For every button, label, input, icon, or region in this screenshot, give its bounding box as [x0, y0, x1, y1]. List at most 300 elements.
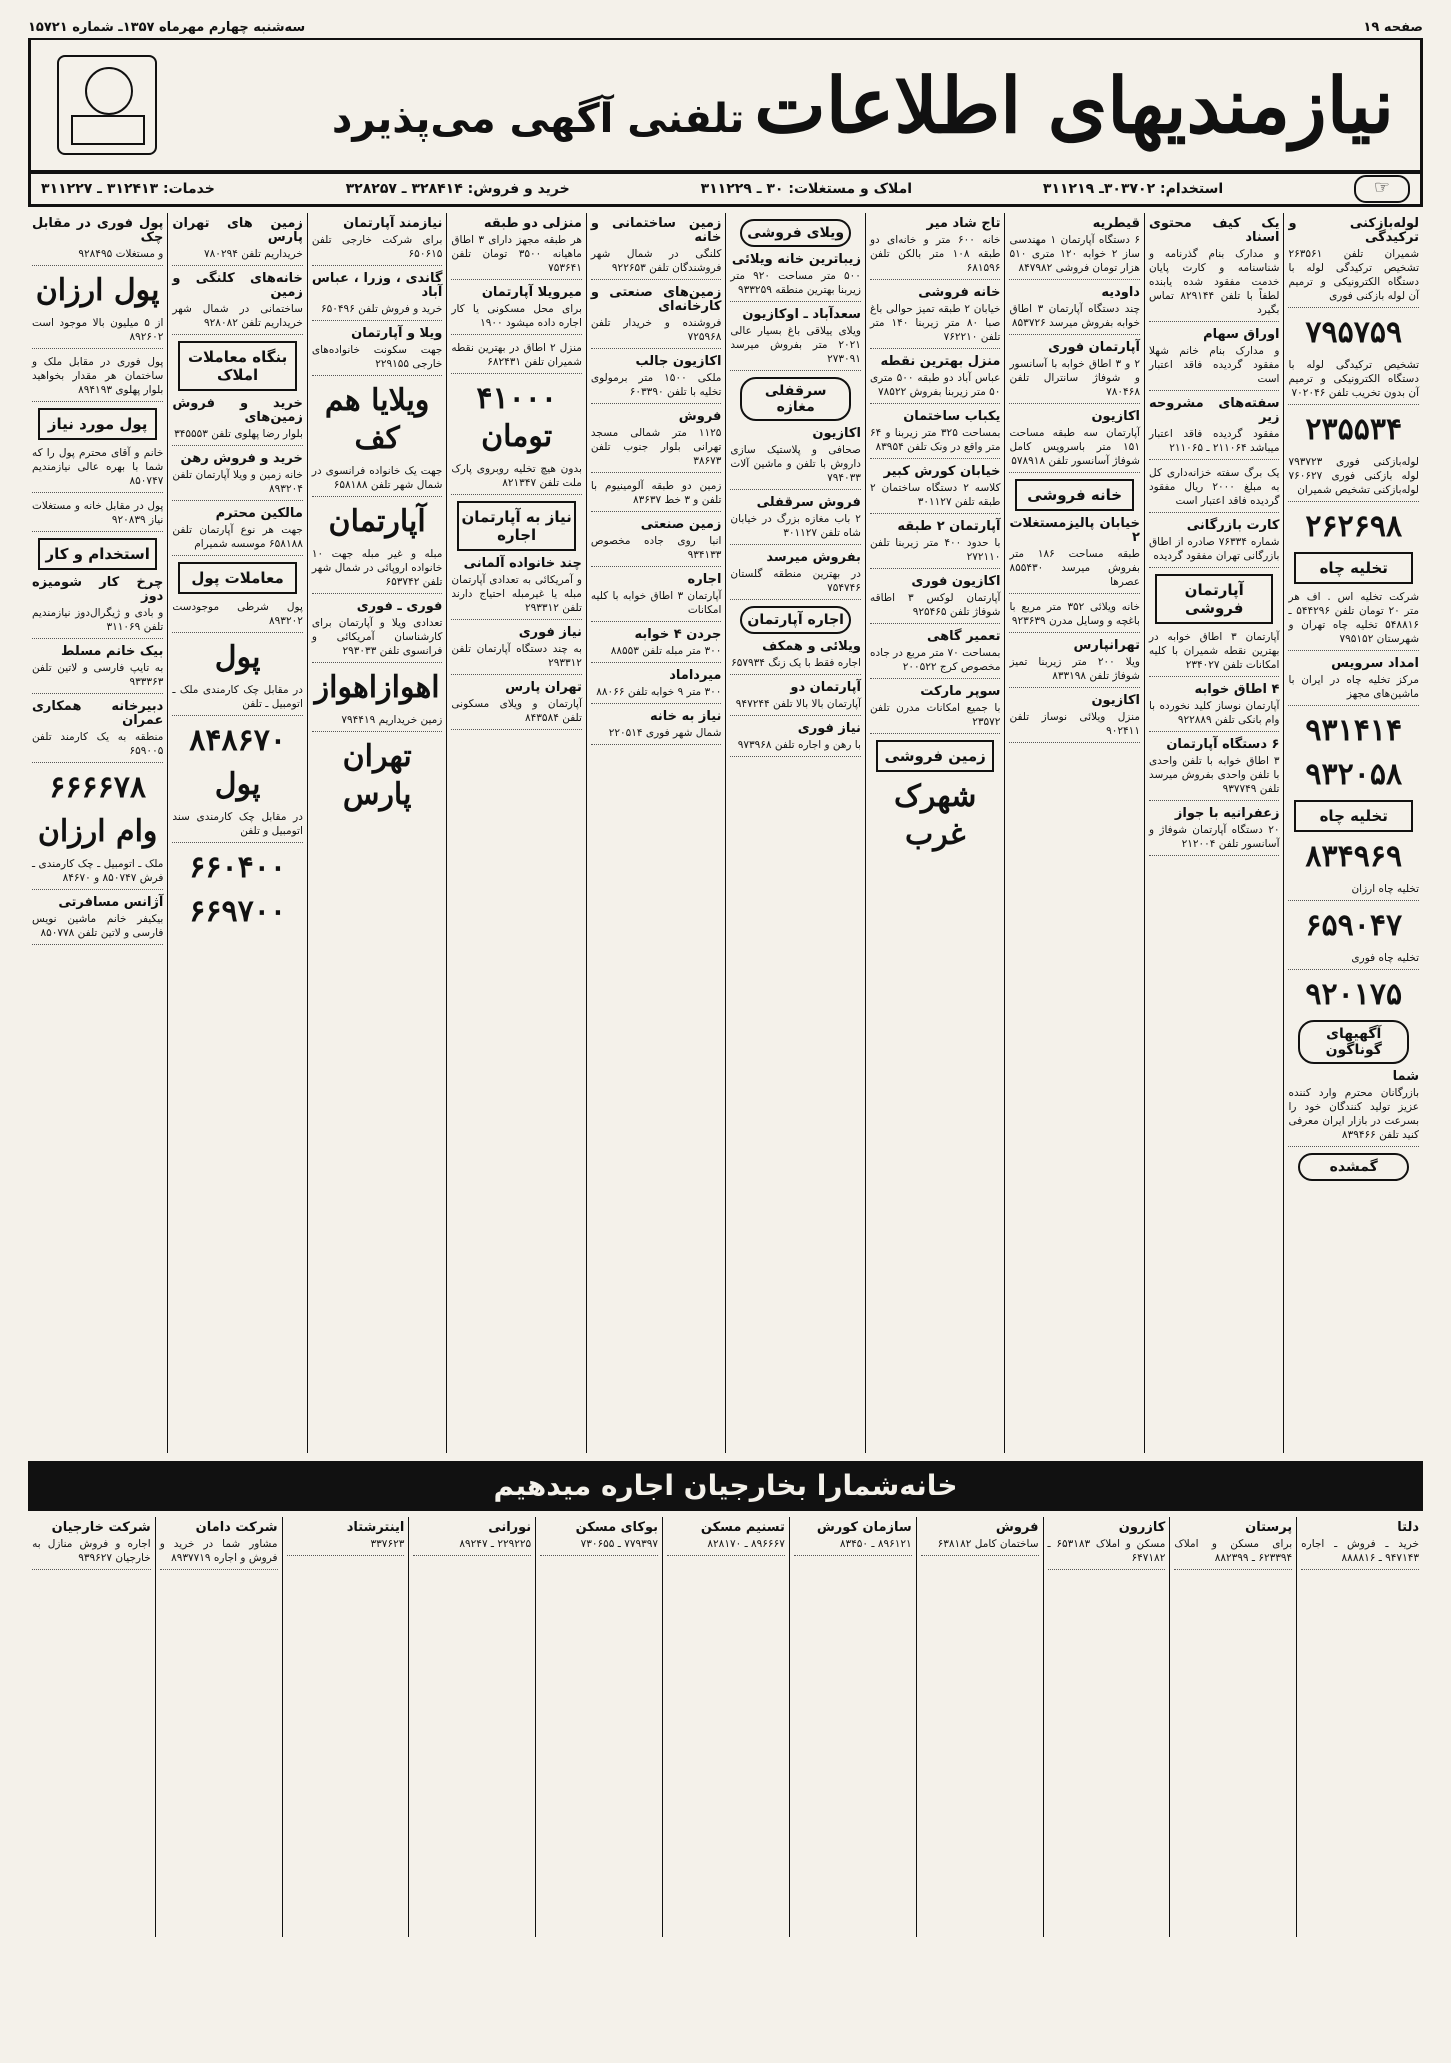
ad-body: آپارتمان ۳ اطاق خوابه با کلیه امکانات — [590, 590, 722, 616]
classified-ad — [870, 217, 1001, 280]
ad-body: به چند دستگاه آپارتمان تلفن ۲۹۳۳۱۲ — [451, 643, 582, 669]
classified-ad — [312, 217, 443, 266]
top-line — [28, 16, 1423, 40]
classified-ad — [730, 640, 861, 675]
classified-ad — [870, 355, 1001, 404]
section-heading-box: آپارتمان فروشی — [1155, 574, 1274, 624]
classified-ad — [32, 1521, 151, 1570]
agency-name: دلتا — [1397, 1520, 1419, 1535]
classified-ad — [870, 465, 1001, 514]
ad-body: برای شرکت خارجی تلفن ۶۵۰۶۱۵ — [311, 234, 443, 260]
classified-ad — [1009, 341, 1140, 404]
phone-services: خدمات: ۳۱۲۴۱۳ ـ ۳۱۱۲۲۷ — [41, 181, 215, 197]
ad-column — [446, 213, 586, 1453]
classified-ad — [730, 308, 861, 371]
classified-ad — [591, 479, 722, 512]
ad-body: خانم و آقای محترم پول را که شما با بهره عالی نیازمندیم ۸۵۰۷۴۷ — [31, 447, 164, 487]
agency-body: ساختمان کامل ۶۳۸۱۸۲ — [937, 1538, 1039, 1550]
ad-heading: سعدآباد ـ اوکازیون — [742, 307, 861, 322]
classified-ad — [540, 1521, 658, 1556]
ad-body: آپارتمان نوساز کلید نخورده با وام بانکی تلفن ۹۲۲۸۸۹ — [1148, 700, 1280, 726]
section-heading-box: پول مورد نیاز — [38, 408, 157, 440]
agency-name: شرکت دامان — [195, 1520, 278, 1535]
ad-display-number: ۸۳۴۹۶۹ — [1305, 839, 1403, 874]
classified-ad — [1301, 1521, 1419, 1570]
ad-column — [1004, 213, 1144, 1453]
ad-body: خانه ۶۰۰ متر و خانه‌ای دو طبقه ۱۰۸ متر بالکن تلفن ۶۸۱۵۹۶ — [869, 234, 1001, 274]
classified-ad — [1009, 517, 1140, 594]
ad-body: در بهترین منطقه گلستان ۷۵۴۷۴۶ — [730, 568, 861, 594]
ad-body: مبله و غیر مبله جهت ۱۰ خانواده اروپائی در شمال شهر تلفن ۶۵۳۷۴۲ — [311, 548, 443, 588]
ad-body: منزل ویلائی نوساز تلفن ۹۰۲۴۱۱ — [1009, 711, 1140, 737]
classified-ad — [870, 630, 1001, 679]
classified-ad — [172, 600, 303, 633]
ad-display-number: اهوازاهواز — [314, 670, 440, 705]
classified-ad — [172, 397, 303, 446]
ad-body: ساختمانی در شمال شهر خریداریم تلفن ۹۲۸۰۸۲ — [172, 303, 303, 329]
ad-column — [1283, 213, 1423, 1453]
ad-body: و مدارک بنام خانم شهلا مفقود گردیده فاقد اعتبار است — [1148, 345, 1280, 385]
ad-display-number: آپارتمان — [328, 504, 426, 539]
ad-heading: خانه فروشی — [918, 285, 1001, 300]
ad-heading: کارت بازرگانی — [1186, 518, 1280, 533]
ad-heading: خانه‌های کلنگی و زمین — [172, 271, 303, 300]
section-heading-box: تخلیه چاه — [1294, 800, 1413, 832]
ad-body: خانه ویلائی ۳۵۲ متر مربع با باغچه و وسایل مدرن ۹۲۳۶۳۹ — [1009, 601, 1140, 627]
classified-ad — [32, 316, 163, 349]
classified-ad — [451, 217, 582, 280]
classified-ad — [730, 681, 861, 716]
agency-body: مسکن و املاک ۶۵۳۱۸۳ ـ ۶۴۷۱۸۲ — [1047, 1538, 1166, 1564]
ad-heading: دبیرخانه همکاری عمران — [31, 699, 164, 728]
ad-body: یک برگ سفته خزانه‌داری کل به مبلغ ۲۰۰۰ ریال مفقود گردیده فاقد اعتبار است — [1148, 467, 1280, 507]
classified-ad — [870, 575, 1001, 624]
ad-display-number: ۹۳۲۰۵۸ — [1305, 757, 1403, 792]
ad-column — [28, 213, 167, 1453]
agency-name: فروش — [995, 1520, 1039, 1535]
agency-name: اینترشتاد — [346, 1520, 405, 1535]
ad-body: تعدادی ویلا و آپارتمان برای کارشناسان آمریکائی و فرانسوی تلفن ۲۹۳۰۳۳ — [311, 617, 443, 657]
ad-display-number: ۶۶۹۷۰۰ — [189, 894, 286, 929]
classified-ad — [1009, 639, 1140, 688]
ad-display-number: پول — [214, 640, 261, 675]
ad-body: ۲۰ دستگاه آپارتمان شوفاژ و آسانسور تلفن ۲۱۲۰۰۴ — [1148, 824, 1280, 850]
ad-body: لوله‌بازکنی فوری ۷۹۳۷۲۳ لوله بازکنی فوری ۷۶۰۶۲۷ لوله‌بازکنی تشخیص شمیران — [1288, 456, 1419, 496]
ad-heading: خرید و فروش زمین‌های — [172, 396, 303, 425]
classified-ad — [591, 669, 722, 704]
classified-ad — [667, 1521, 785, 1556]
ad-body: فروشنده و خریدار تلفن ۷۲۵۹۶۸ — [590, 317, 722, 343]
ad-display-number: ۷۹۵۷۵۹ — [1305, 315, 1403, 350]
classified-ad — [312, 327, 443, 376]
ad-body: بمساحت ۷۰ متر مربع در جاده مخصوص کرج ۲۰۰۵۲۲ — [869, 647, 1001, 673]
ad-body: در مقابل چک کارمندی سند اتومبیل و تلفن — [172, 811, 303, 837]
ad-body: و مدارک بنام گذرنامه و شناسنامه و کارت پایان خدمت مفقود شده یابنده لطفاً با تلفن ۸۲۹۱۴۴ تماس بگیرد — [1148, 248, 1280, 316]
ad-body: پول فوری در مقابل ملک و ساختمان هر مقدار بخواهید بلوار پهلوی ۸۹۴۱۹۳ — [31, 356, 164, 396]
ad-heading: نیاز فوری — [797, 721, 861, 736]
ad-display-number: وام ارزان — [37, 814, 158, 849]
agency-body: ۲۲۹۲۲۵ ـ ۸۹۲۴۷ — [459, 1538, 532, 1550]
ad-heading: نیاز به خانه — [650, 709, 722, 724]
classified-ad — [591, 286, 722, 349]
ad-body: آپارتمان لوکس ۳ اطاقه شوفاژ تلفن ۹۲۵۴۶۵ — [869, 592, 1001, 618]
ad-heading: تاج شاد میر — [926, 216, 1001, 231]
classified-ad — [160, 1521, 278, 1570]
issue-line: سه‌شنبه چهارم مهرماه ۱۳۵۷ـ شماره ۱۵۷۲۱ — [28, 19, 306, 35]
classified-ad — [730, 496, 861, 545]
ad-body: عباس آباد دو طبقه ۵۰۰ متری ۵۰ متر زیربنا بفروش ۷۸۵۲۲ — [869, 372, 1001, 398]
ad-body: کلنگی در شمال شهر فروشندگان تلفن ۹۲۲۶۵۳ — [590, 248, 722, 274]
ad-body: ۲ و ۳ اطاق خوابه با آسانسور و شوفاژ سانترال تلفن ۷۸۰۴۶۸ — [1009, 358, 1140, 398]
ad-heading: تهران پارس — [505, 680, 582, 695]
ad-body: جهت هر نوع آپارتمان تلفن ۶۵۸۱۸۸ موسسه شمیرام — [172, 524, 303, 550]
masthead-title: نیازمندیهای اطلاعات — [754, 60, 1394, 150]
ad-heading: فروش — [678, 409, 722, 424]
ad-body: ملکی ۱۵۰۰ متر برمولوی تخلیه با تلفن ۶۰۳۳۹۰ — [590, 372, 722, 398]
section-heading-box: معاملات پول — [178, 562, 297, 594]
classified-ad — [870, 410, 1001, 459]
ad-body: خیابان ۲ طبقه تمیز حوالی باغ صبا ۸۰ متر زیربنا ۱۴۰ متر تلفن ۷۶۲۲۱۰ — [869, 303, 1001, 343]
ad-body: و بادی و ژیگرال‌دوز نیازمندیم تلفن ۳۱۱۰۶۹ — [31, 607, 164, 633]
page-label: صفحه ۱۹ — [1363, 19, 1423, 35]
agency-name: تسنیم مسکن — [700, 1520, 785, 1535]
classified-ad — [32, 645, 163, 694]
ad-body: ۶ دستگاه آپارتمان ۱ مهندسی ساز ۲ خوابه ۱۲۰ متری ۵۱۰ هزار تومان فروشی ۸۴۷۹۸۲ — [1009, 234, 1140, 274]
classified-ad — [312, 272, 443, 321]
agency-body: ۸۹۶۱۲۱ ـ ۸۳۴۵۰ — [839, 1538, 912, 1550]
classified-ad — [1288, 657, 1419, 706]
ad-heading: اکازیون — [1091, 693, 1140, 708]
ad-heading: منزلی دو طبقه — [483, 216, 582, 231]
ad-heading: یکباب ساختمان — [903, 409, 1001, 424]
ad-body: تخلیه چاه فوری — [1351, 952, 1419, 964]
ad-heading: پول فوری در مقابل چک — [31, 216, 164, 245]
ad-heading: ۶ دستگاه آپارتمان — [1166, 737, 1280, 752]
classified-ad — [1288, 590, 1419, 651]
ad-body: ۳ اطاق خوابه با تلفن واحدی با تلفن واحدی بفروش میرسد تلفن ۹۳۷۷۴۹ — [1148, 755, 1280, 795]
agency-ad — [408, 1517, 535, 1937]
agency-name: شرکت خارجیان — [51, 1520, 151, 1535]
classified-ad — [451, 341, 582, 374]
ad-column — [1144, 213, 1284, 1453]
ad-heading: بفروش میرسد — [766, 550, 861, 565]
ad-body: ۵۰۰ متر مساحت ۹۲۰ متر زیربنا بهترین منطقه ۹۳۳۲۵۹ — [730, 270, 861, 296]
classified-ad — [172, 272, 303, 335]
reader-illustration-icon — [57, 55, 157, 155]
section-heading-box: زمین فروشی — [876, 740, 995, 772]
ad-column — [586, 213, 726, 1453]
classified-ad — [730, 427, 861, 490]
ad-body: بازرگانان محترم وارد کننده عزیز تولید کنندگان خود را بسرعت در بازار ایران معرفی کنید تلفن ۸۳۹۴۶۶ — [1288, 1087, 1419, 1141]
section-heading-box: خانه فروشی — [1015, 479, 1134, 511]
ad-body: ۲ باب مغازه بزرگ در خیابان شاه تلفن ۳۰۱۱۲۷ — [730, 513, 861, 539]
ad-heading: چند خانواده آلمانی — [463, 556, 582, 571]
ad-display-number: ۹۳۱۴۱۴ — [1305, 713, 1403, 748]
agency-body: خرید ـ فروش ـ اجاره ۹۴۷۱۴۳ ـ ۸۸۸۸۱۶ — [1301, 1538, 1419, 1564]
ad-heading: زمین ساختمانی و خانه — [590, 216, 722, 245]
classified-ad — [32, 499, 163, 532]
classified-ad — [413, 1521, 531, 1556]
classified-ad — [451, 286, 582, 335]
section-heading-oval: ویلای فروشی — [740, 219, 851, 247]
ad-body: آپارتمان و ویلای مسکونی تلفن ۸۴۳۵۸۴ — [451, 698, 582, 724]
agency-ad — [1043, 1517, 1170, 1937]
section-heading-box: نیاز به آپارتمان اجاره — [457, 501, 576, 551]
ad-columns — [28, 213, 1423, 1453]
ad-body: ملک ـ اتومبیل ـ چک کارمندی ـ فرش ۸۵۰۷۴۷ و ۸۴۶۷۰ — [31, 858, 164, 884]
ad-heading: آژانس مسافرتی — [58, 895, 164, 910]
ad-heading: زمین صنعتی — [640, 517, 722, 532]
ad-heading: فوری ـ فوری — [356, 599, 443, 614]
ad-display-number: ۸۴۸۶۷۰ — [189, 723, 286, 758]
ad-heading: اجاره — [687, 572, 722, 587]
ad-column — [167, 213, 307, 1453]
classified-ad — [1009, 217, 1140, 280]
agency-body: ۳۳۷۶۲۳ — [370, 1538, 405, 1550]
agency-ad — [916, 1517, 1043, 1937]
classified-ad — [1288, 1070, 1419, 1147]
ad-body: برای محل مسکونی یا کار اجاره داده میشود ۱۹۰۰ — [451, 303, 582, 329]
masthead — [28, 40, 1423, 173]
classified-ad — [312, 547, 443, 594]
ad-heading: آپارتمان فوری — [1048, 340, 1140, 355]
masthead-text — [332, 61, 1394, 150]
classified-ad — [730, 253, 861, 302]
agency-ad — [662, 1517, 789, 1937]
classified-ad — [591, 518, 722, 567]
classified-ad — [1288, 951, 1419, 970]
ad-body: انبا روی جاده مخصوص ۹۳۴۱۳۳ — [590, 535, 722, 561]
ad-display-number: پول ارزان — [35, 273, 160, 308]
classified-ad — [591, 628, 722, 663]
classified-ad — [1048, 1521, 1166, 1570]
classified-ad — [32, 700, 163, 763]
classified-ad — [1149, 630, 1280, 677]
ad-heading: شما — [1392, 1069, 1419, 1084]
ad-heading: نیاز فوری — [518, 625, 582, 640]
classified-ad — [1288, 358, 1419, 405]
section-heading-oval: سرقفلی مغازه — [740, 377, 851, 421]
classified-ad — [32, 857, 163, 890]
ad-column — [865, 213, 1005, 1453]
ad-body: منطقه به یک کارمند تلفن ۶۵۹۰۰۵ — [31, 731, 164, 757]
ad-body: شرکت تخلیه اس . اف هر متر ۲۰ تومان تلفن ۵۴۴۲۹۶ ـ ۵۴۸۸۱۶ تخلیه چاه تهران و شهرستان ۷۹۵۱۵۲ — [1288, 591, 1419, 645]
ad-body: ویلای ییلاقی باغ بسیار عالی ۲۰۲۱ متر بفروش میرسد ۲۷۳۰۹۱ — [730, 325, 861, 365]
newspaper-page — [28, 16, 1423, 2016]
ad-body: ۱۱۲۵ متر شمالی مسجد تهرانی بلوار جنوب تلفن ۳۸۶۷۳ — [590, 427, 722, 467]
ad-display-number: ۲۶۲۶۹۸ — [1305, 509, 1403, 544]
masthead-subtitle: تلفنی آگهی می‌پذیرد — [331, 95, 745, 142]
ad-heading: اکازیون فوری — [911, 574, 1001, 589]
ad-body: با جمیع امکانات مدرن تلفن ۲۳۵۷۲ — [869, 702, 1001, 728]
ad-body: خریداریم تلفن ۷۸۰۲۹۴ — [204, 248, 303, 260]
classified-ad — [1149, 328, 1280, 391]
classified-ad — [451, 557, 582, 620]
agency-body: مشاور شما در خرید و فروش و اجاره ۸۹۳۷۷۱۹ — [159, 1538, 278, 1564]
ad-body: هر طبقه مجهز دارای ۳ اطاق ماهیانه ۳۵۰۰ تومان تلفن ۷۵۳۶۴۱ — [451, 234, 582, 274]
classified-ad — [172, 507, 303, 556]
phone-trade: خرید و فروش: ۳۲۸۴۱۴ ـ ۳۲۸۲۵۷ — [345, 181, 570, 197]
classified-ad — [591, 217, 722, 280]
section-heading-oval: گمشده — [1298, 1153, 1409, 1181]
classified-ad — [870, 520, 1001, 569]
ad-body: به تایپ فارسی و لاتین تلفن ۹۳۳۳۶۳ — [31, 662, 164, 688]
ad-display-number: ۶۵۹۰۴۷ — [1305, 908, 1403, 943]
ad-body: و مستغلات ۹۲۸۴۹۵ — [78, 248, 164, 260]
agency-name: سازمان کورش — [816, 1520, 912, 1535]
ad-body: طبقه مساحت ۱۸۶ متر بفروش میرسد ۸۵۵۴۳۰ عصرها — [1009, 548, 1140, 588]
ad-body: آپارتمان سه طبقه مساحت ۱۵۱ متر باسرویس کامل شوفاژ آسانسور تلفن ۵۷۸۹۱۸ — [1009, 427, 1140, 467]
classified-ad — [870, 286, 1001, 349]
agency-name: کازرون — [1118, 1520, 1166, 1535]
classified-ad — [32, 217, 163, 266]
classified-ad — [1149, 683, 1280, 732]
ad-heading: تعمیر گاهی — [926, 629, 1001, 644]
ad-display-number: ۶۶۶۶۷۸ — [49, 770, 146, 805]
ad-body: پول شرطی موجودست ۸۹۳۲۰۲ — [172, 601, 303, 627]
agency-body: برای مسکن و املاک ۶۲۳۳۹۴ ـ ۸۸۲۳۹۹ — [1174, 1538, 1293, 1564]
ad-body: ۳۰۰ متر مبله تلفن ۸۸۵۵۳ — [610, 645, 722, 657]
agency-ad — [1169, 1517, 1296, 1937]
ad-body: بمساحت ۳۲۵ متر زیربنا و ۶۴ متر واقع در ونک تلفن ۸۳۹۵۴ — [869, 427, 1001, 453]
classified-ad — [1009, 286, 1140, 335]
ad-heading: زعفرانیه با جواز — [1174, 806, 1280, 821]
ad-heading: اکازیون — [1091, 409, 1140, 424]
ad-heading: فروش سرقفلی — [756, 495, 861, 510]
ad-heading: خیابان کورش کبیر — [883, 464, 1001, 479]
ad-body: ویلا ۲۰۰ متر زیربنا تمیز شوفاژ تلفن ۸۳۳۱۹۸ — [1009, 656, 1140, 682]
classified-ad — [32, 576, 163, 639]
agency-ad — [155, 1517, 282, 1937]
rental-banner: خانه‌شمارا بخارجیان اجاره میدهیم — [28, 1461, 1423, 1511]
ad-heading: ۴ اطاق خوابه — [1194, 682, 1280, 697]
ad-display-number: تهران پارس — [342, 739, 412, 812]
agency-name: نورانی — [488, 1520, 532, 1535]
phone-bar — [28, 173, 1423, 207]
ad-heading: لوله‌بازکنی و ترکیدگی — [1288, 216, 1419, 245]
section-heading-oval: آگهیهای گوناگون — [1298, 1020, 1409, 1064]
ad-body: با رهن و اجاره تلفن ۹۷۳۹۶۸ — [737, 739, 861, 751]
ad-heading: زمین‌های صنعتی و کارخانه‌ای — [590, 285, 722, 314]
ad-heading: میرداماد — [669, 668, 722, 683]
ad-body: از ۵ میلیون بالا موجود است ۸۹۲۶۰۲ — [31, 317, 164, 343]
ad-heading: بیک خانم مسلط — [60, 644, 164, 659]
ad-body: بیکیفر خانم ماشین نویس فارسی و لاتین تلفن ۸۵۰۷۷۸ — [31, 913, 164, 939]
ad-body: جهت یک خانواده فرانسوی در شمال شهر تلفن ۶۵۸۱۸۸ — [311, 465, 443, 491]
ad-heading: سوپر مارکت — [920, 684, 1001, 699]
classified-ad — [1149, 397, 1280, 460]
ad-body: در مقابل چک کارمندی ملک ـ اتومبیل ـ تلفن — [172, 684, 303, 710]
classified-ad — [287, 1521, 405, 1556]
ad-body: ۳۰۰ متر ۹ خوابه تلفن ۸۸۰۶۶ — [596, 686, 722, 698]
ad-body: با حدود ۴۰۰ متر زیربنا تلفن ۲۷۲۱۱۰ — [869, 537, 1001, 563]
classified-ad — [730, 722, 861, 757]
classified-ad — [1288, 882, 1419, 901]
ad-body: اجاره فقط با یک زنگ ۶۵۷۹۳۴ — [731, 657, 861, 669]
agency-body: اجاره و فروش منازل به خارجیان ۹۳۹۶۲۷ — [32, 1538, 151, 1564]
agency-name: پرستان — [1245, 1520, 1293, 1535]
ad-body: شمال شهر فوری ۲۲۰۵۱۴ — [608, 727, 722, 739]
classified-ad — [794, 1521, 912, 1556]
classified-ad — [591, 355, 722, 404]
pointing-hand-icon: ☞ — [1354, 175, 1410, 203]
ad-heading: اوراق سهام — [1203, 327, 1280, 342]
ad-heading: سفته‌های مشروحه زیر — [1148, 396, 1280, 425]
classified-ad — [32, 446, 163, 493]
ad-body: چند دستگاه آپارتمان ۳ اطاق خوابه بفروش میرسد ۸۵۳۷۲۶ — [1009, 303, 1140, 329]
classified-ad — [1009, 600, 1140, 633]
classified-ad — [1149, 466, 1280, 513]
classified-ad — [730, 551, 861, 600]
classified-ad — [1009, 694, 1140, 743]
ad-heading: ویلائی و همکف — [762, 639, 861, 654]
bottom-ads — [28, 1517, 1423, 1937]
classified-ad — [591, 573, 722, 622]
agency-body: ۸۹۶۶۶۷ ـ ۸۲۸۱۷۰ — [707, 1538, 785, 1550]
classified-ad — [172, 810, 303, 843]
ad-heading: تهرانپارس — [1073, 638, 1140, 653]
ad-body: تخلیه چاه ارزان — [1351, 883, 1419, 895]
phone-employment: استخدام: ۳۰۳۷۰۲ـ ۳۱۱۲۱۹ — [1042, 181, 1224, 197]
agency-ad — [1296, 1517, 1423, 1937]
ad-body: شماره ۷۶۳۳۴ صادره از اطاق بازرگانی تهران مفقود گردیده — [1148, 536, 1280, 562]
ad-heading: زیباترین خانه ویلائی — [731, 252, 861, 267]
section-heading-box: بنگاه معاملات املاک — [178, 341, 297, 391]
ad-heading: داودیه — [1101, 285, 1140, 300]
classified-ad — [921, 1521, 1039, 1556]
classified-ad — [1149, 217, 1280, 322]
ad-heading: خرید و فروش رهن — [180, 451, 303, 466]
agency-ad — [789, 1517, 916, 1937]
ad-body: خانه زمین و ویلا آپارتمان تلفن ۸۹۳۲۰۴ — [172, 469, 303, 495]
agency-name: بوکای مسکن — [575, 1520, 659, 1535]
classified-ad — [1174, 1521, 1292, 1570]
classified-ad — [1149, 738, 1280, 801]
ad-heading: امداد سرویس — [1331, 656, 1419, 671]
ad-body: بلوار رضا پهلوی تلفن ۳۴۵۵۵۳ — [174, 428, 303, 440]
ad-body: صحافی و پلاستیک سازی داروش با تلفن و ماشین آلات ۷۹۴۰۳۳ — [730, 444, 861, 484]
classified-ad — [1149, 519, 1280, 568]
classified-ad — [451, 462, 582, 495]
ad-heading: اکازیون جالب — [635, 354, 722, 369]
ad-heading: قیطریه — [1092, 216, 1140, 231]
classified-ad — [451, 626, 582, 675]
ad-body: آپارتمان ۳ اطاق خوابه در بهترین نقطه شمیران با کلیه امکانات تلفن ۲۳۴۰۲۷ — [1148, 631, 1280, 671]
classified-ad — [1288, 217, 1419, 308]
agency-ad — [282, 1517, 409, 1937]
ad-body: جهت سکونت خانواده‌های خارجی ۲۲۹۱۵۵ — [311, 344, 443, 370]
ad-heading: منزل بهترین نقطه — [880, 354, 1001, 369]
ad-body: زمین خریداریم ۷۹۴۴۱۹ — [341, 714, 443, 726]
ad-body: منزل ۲ اطاق در بهترین نقطه شمیران تلفن ۶۸۲۴۳۱ — [451, 342, 582, 368]
ad-body: پول در مقابل خانه و مستغلات نیاز ۹۲۰۸۳۹ — [31, 500, 164, 526]
classified-ad — [312, 713, 443, 732]
ad-body: آپارتمان بالا بالا تلفن ۹۴۷۲۴۴ — [735, 698, 861, 710]
classified-ad — [312, 600, 443, 663]
section-heading-box: تخلیه چاه — [1294, 552, 1413, 584]
agency-ad — [535, 1517, 662, 1937]
classified-ad — [32, 355, 163, 402]
ad-display-number: ۴۱۰۰۰ تومان — [476, 381, 557, 454]
ad-body: مرکز تخلیه چاه در ایران با ماشین‌های مجهز — [1288, 674, 1419, 700]
classified-ad — [32, 896, 163, 945]
ad-heading: ویلا و آپارتمان — [351, 326, 443, 341]
phone-property: املاک و مستغلات: ۳۰ ـ ۳۱۱۲۲۹ — [700, 181, 913, 197]
ad-heading: میرویلا آپارتمان — [481, 285, 582, 300]
ad-heading: زمین های تهران پارس — [172, 216, 303, 245]
ad-display-number: ۲۳۵۵۳۴ — [1305, 412, 1403, 447]
classified-ad — [172, 683, 303, 716]
